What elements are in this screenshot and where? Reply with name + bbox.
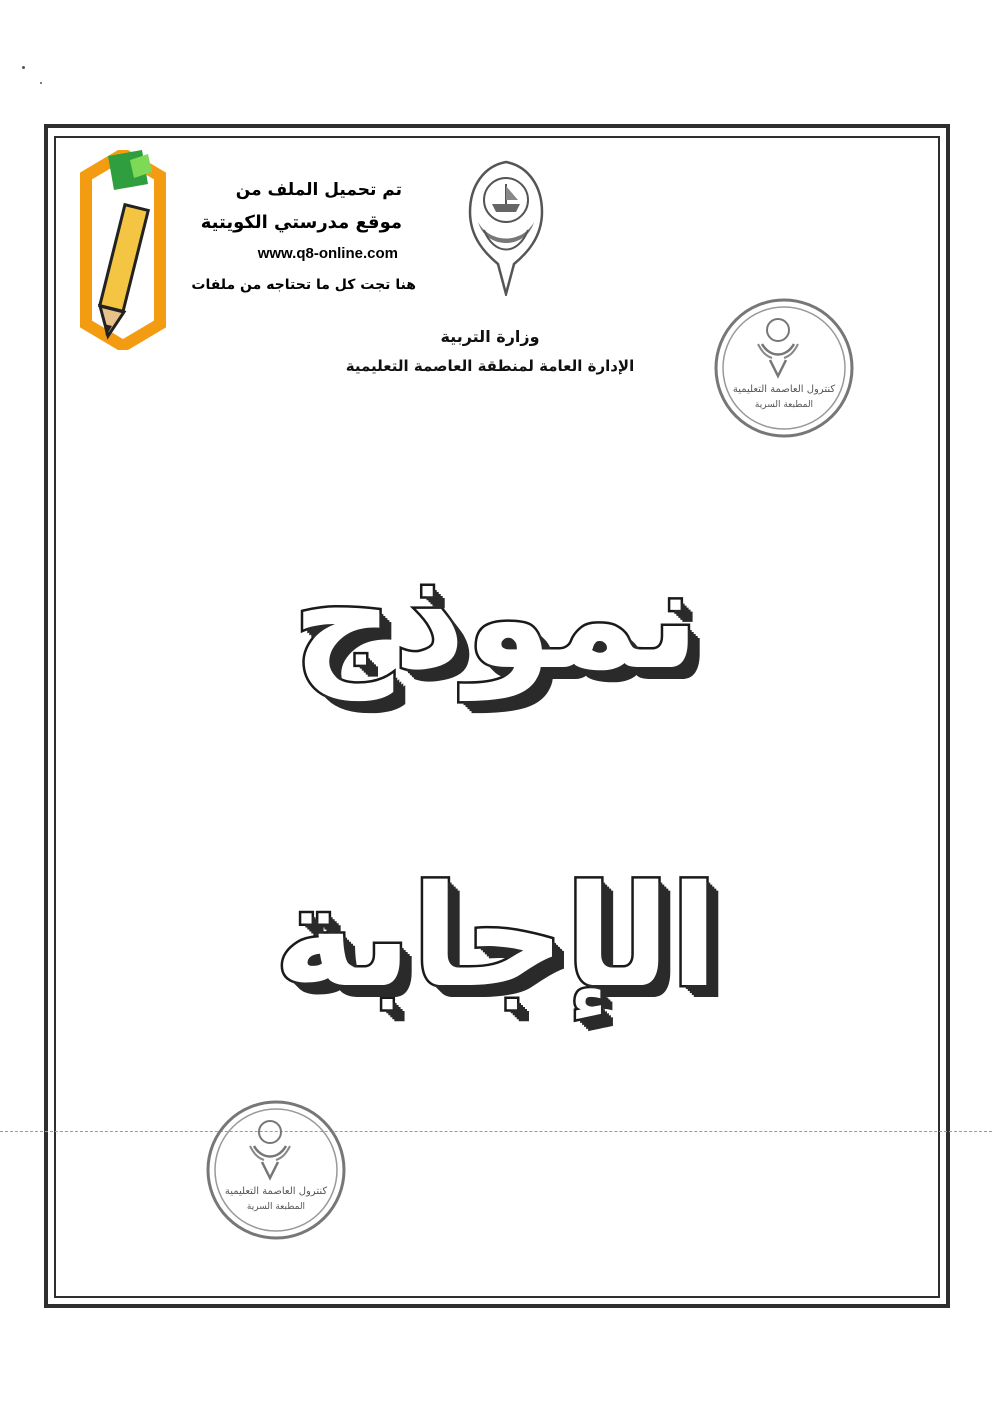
scan-fold-line	[0, 1131, 992, 1132]
kuwait-emblem-icon	[466, 160, 546, 296]
banner-line-site-name: موقع مدرستي الكويتية	[200, 212, 402, 233]
stamp-seal-icon	[204, 1098, 348, 1242]
banner-url: www.q8-online.com	[257, 245, 398, 262]
stamp-subtitle: المطبعة السرية	[754, 400, 814, 410]
title-answer: الإجابة	[273, 856, 719, 1019]
control-stamp-bottom	[204, 1098, 348, 1242]
scan-speck	[22, 66, 25, 69]
ministry-name: وزارة التربية	[440, 327, 540, 346]
banner-line-downloaded-from: تم تحميل الملف من	[235, 180, 402, 200]
ministry-header	[300, 322, 680, 380]
stamp-title: كنترول العاصمة التعليمية	[732, 384, 836, 395]
directorate-name: الإدارة العامة لمنطقة العاصمة التعليمية	[345, 357, 635, 375]
download-site-banner	[78, 150, 416, 350]
title-model: نموذج	[292, 538, 700, 701]
pencil-logo-icon	[78, 150, 168, 350]
stamp-subtitle: المطبعة السرية	[246, 1202, 306, 1212]
stamp-title: كنترول العاصمة التعليمية	[224, 1186, 328, 1197]
banner-line-tagline: هنا تجت كل ما تحتاجه من ملفات	[191, 277, 416, 293]
scan-speck	[40, 82, 42, 84]
control-stamp	[712, 296, 856, 440]
stamp-seal-icon	[712, 296, 856, 440]
